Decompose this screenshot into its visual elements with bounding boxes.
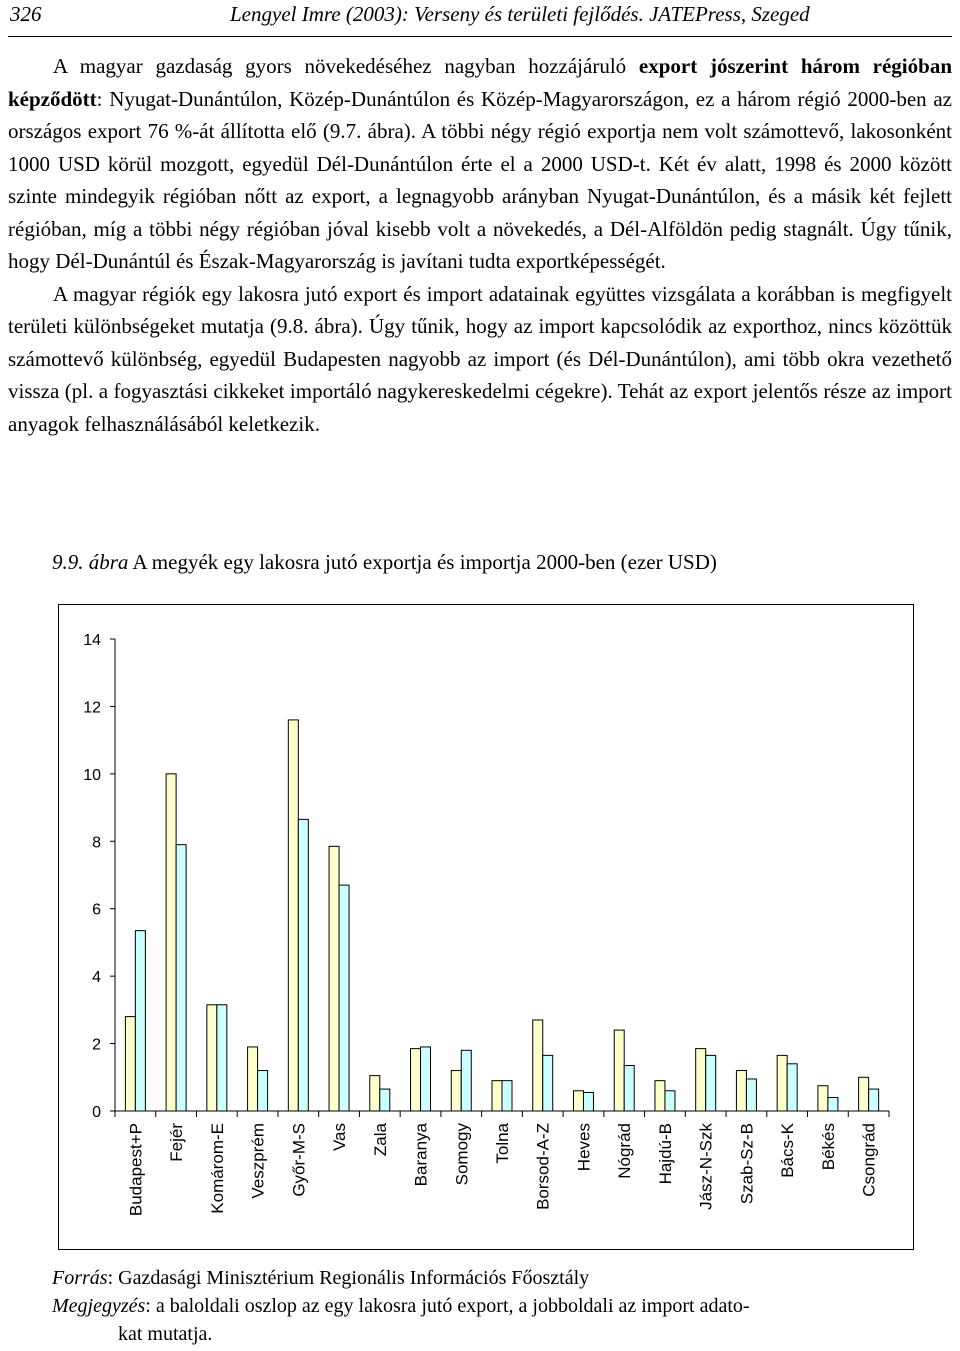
import-bar xyxy=(339,885,349,1111)
source-line xyxy=(52,1264,922,1292)
export-bar xyxy=(370,1076,380,1111)
x-category-label: Zala xyxy=(370,1123,390,1157)
paragraph-2: A magyar régiók egy lakosra jutó export és import adatainak együttes vizsgálata a korábban is megfigyelt területi különbségeket mutatja (9.8. ábra). Úgy tűnik, hogy az import kapcsolódik az exporthoz, nincs közöttük számottevő különbség, egyedül Budapesten nagyobb az import (és Dél-Dunántúlon), ami több okra vezethető vissza (pl. a fogyasztási cikkeket importáló nagykereskedelmi cégekre). Tehát az export jelentős része az import anyagok felhasználásából keletkezik. xyxy=(8,281,952,436)
y-tick-label: 12 xyxy=(83,699,101,717)
import-bar xyxy=(706,1055,716,1111)
import-bar xyxy=(746,1079,756,1111)
paragraph-1-intro: A magyar gazdaság gyors növekedéséhez nagyban hozzájáruló xyxy=(53,54,639,78)
x-category-label: Baranya xyxy=(411,1123,431,1187)
export-bar xyxy=(411,1049,421,1111)
figure-notes xyxy=(52,1264,922,1348)
x-category-label: Győr-M-S xyxy=(289,1123,309,1197)
export-bar xyxy=(329,846,339,1111)
chart-frame xyxy=(58,604,914,1250)
import-bar xyxy=(869,1089,879,1111)
export-bar xyxy=(818,1086,828,1111)
x-category-label: Komárom-E xyxy=(207,1123,227,1214)
export-bar xyxy=(207,1005,217,1111)
note-label: Megjegyzés xyxy=(52,1295,146,1317)
note-line xyxy=(52,1292,922,1320)
import-bar xyxy=(543,1055,553,1111)
x-category-label: Tolna xyxy=(493,1123,512,1164)
export-bar xyxy=(248,1047,258,1111)
import-bar xyxy=(176,845,186,1111)
export-bar xyxy=(166,774,176,1111)
x-category-label: Szab-Sz-B xyxy=(737,1123,757,1205)
export-bar xyxy=(614,1030,624,1111)
paragraph-1 xyxy=(8,50,952,278)
export-bar xyxy=(125,1017,135,1111)
figure-caption xyxy=(52,550,717,575)
note-text: : a baloldali oszlop az egy lakosra jutó export, a jobboldali az import adato- xyxy=(145,1295,750,1317)
paragraph-1-emphasis: export jószerint három régióban képződött xyxy=(8,54,952,111)
bar-chart xyxy=(59,605,913,1249)
import-bar xyxy=(258,1071,268,1111)
x-category-label: Csongrád xyxy=(859,1123,879,1197)
y-tick-label: 4 xyxy=(92,969,101,987)
export-bar xyxy=(533,1020,543,1111)
import-bar xyxy=(217,1005,227,1111)
export-bar xyxy=(777,1055,787,1111)
x-category-label: Hajdú-B xyxy=(655,1123,675,1185)
x-category-label: Somogy xyxy=(452,1123,472,1186)
import-bar xyxy=(665,1091,675,1111)
x-category-label: Borsod-A-Z xyxy=(533,1123,553,1210)
x-category-label: Bács-K xyxy=(778,1123,798,1178)
paragraph-1-rest: : Nyugat-Dunántúlon, Közép-Dunántúlon és Közép-Magyarországon, ez a három régió 2000-ben az országos export 76 %-át állította elő (9.7. ábra). A többi négy régió exportja nem volt számottevő, lakosonként 1000 USD körül mozgott, egyedül Dél-Dunántúlon érte el a 2000 USD-t. Két év alatt, 1998 és 2000 között szinte mindegyik régióban nőtt az export, a legnagyobb arányban Nyugat-Dunántúlon, és a másik két fejlett régióban, míg a többi négy régióban jóval kisebb volt a növekedés, a Dél-Alföldön pedig stagnált. Úgy tűnik, hogy Dél-Dunántúl és Észak-Magyarország is javítani tudta exportképességét. xyxy=(8,86,952,273)
x-category-label: Fejér xyxy=(167,1123,187,1162)
source-text: : Gazdasági Minisztérium Regionális Információs Főosztály xyxy=(107,1267,590,1289)
import-bar xyxy=(787,1064,797,1111)
running-title: Lengyel Imre (2003): Verseny és területi fejlődés. JATEPress, Szeged xyxy=(230,2,810,26)
export-bar xyxy=(451,1071,461,1111)
import-bar xyxy=(624,1065,634,1111)
x-category-label: Nógrád xyxy=(615,1123,635,1179)
x-category-label: Veszprém xyxy=(248,1123,268,1199)
import-bar xyxy=(502,1081,512,1111)
import-bar xyxy=(828,1098,838,1111)
y-tick-label: 6 xyxy=(92,901,101,919)
import-bar xyxy=(421,1047,431,1111)
import-bar xyxy=(298,819,308,1111)
import-bar xyxy=(135,931,145,1111)
export-bar xyxy=(492,1081,502,1111)
y-tick-label: 10 xyxy=(83,766,101,784)
export-bar xyxy=(736,1071,746,1111)
import-bar xyxy=(380,1089,390,1111)
y-tick-label: 0 xyxy=(92,1104,101,1121)
export-bar xyxy=(288,720,298,1111)
export-bar xyxy=(655,1081,665,1111)
y-tick-label: 8 xyxy=(92,834,101,852)
x-category-label: Budapest+P xyxy=(126,1123,146,1217)
export-bar xyxy=(859,1077,869,1111)
y-tick-label: 14 xyxy=(83,632,101,649)
note-line-continued: kat mutatja. xyxy=(118,1323,213,1345)
page-number: 326 xyxy=(10,2,42,26)
x-category-label: Békés xyxy=(818,1123,838,1171)
x-category-label: Vas xyxy=(330,1123,350,1152)
import-bar xyxy=(583,1092,593,1111)
figure-number: 9.9. ábra xyxy=(52,550,129,574)
export-bar xyxy=(696,1049,706,1111)
source-label: Forrás xyxy=(52,1267,108,1289)
y-tick-label: 2 xyxy=(92,1036,101,1054)
body-text xyxy=(8,50,952,440)
x-category-label: Jász-N-Szk xyxy=(696,1123,716,1210)
figure-title: A megyék egy lakosra jutó exportja és importja 2000-ben (ezer USD) xyxy=(128,550,717,574)
export-bar xyxy=(573,1091,583,1111)
x-category-label: Heves xyxy=(574,1123,594,1172)
page-header xyxy=(8,0,952,37)
import-bar xyxy=(461,1050,471,1111)
